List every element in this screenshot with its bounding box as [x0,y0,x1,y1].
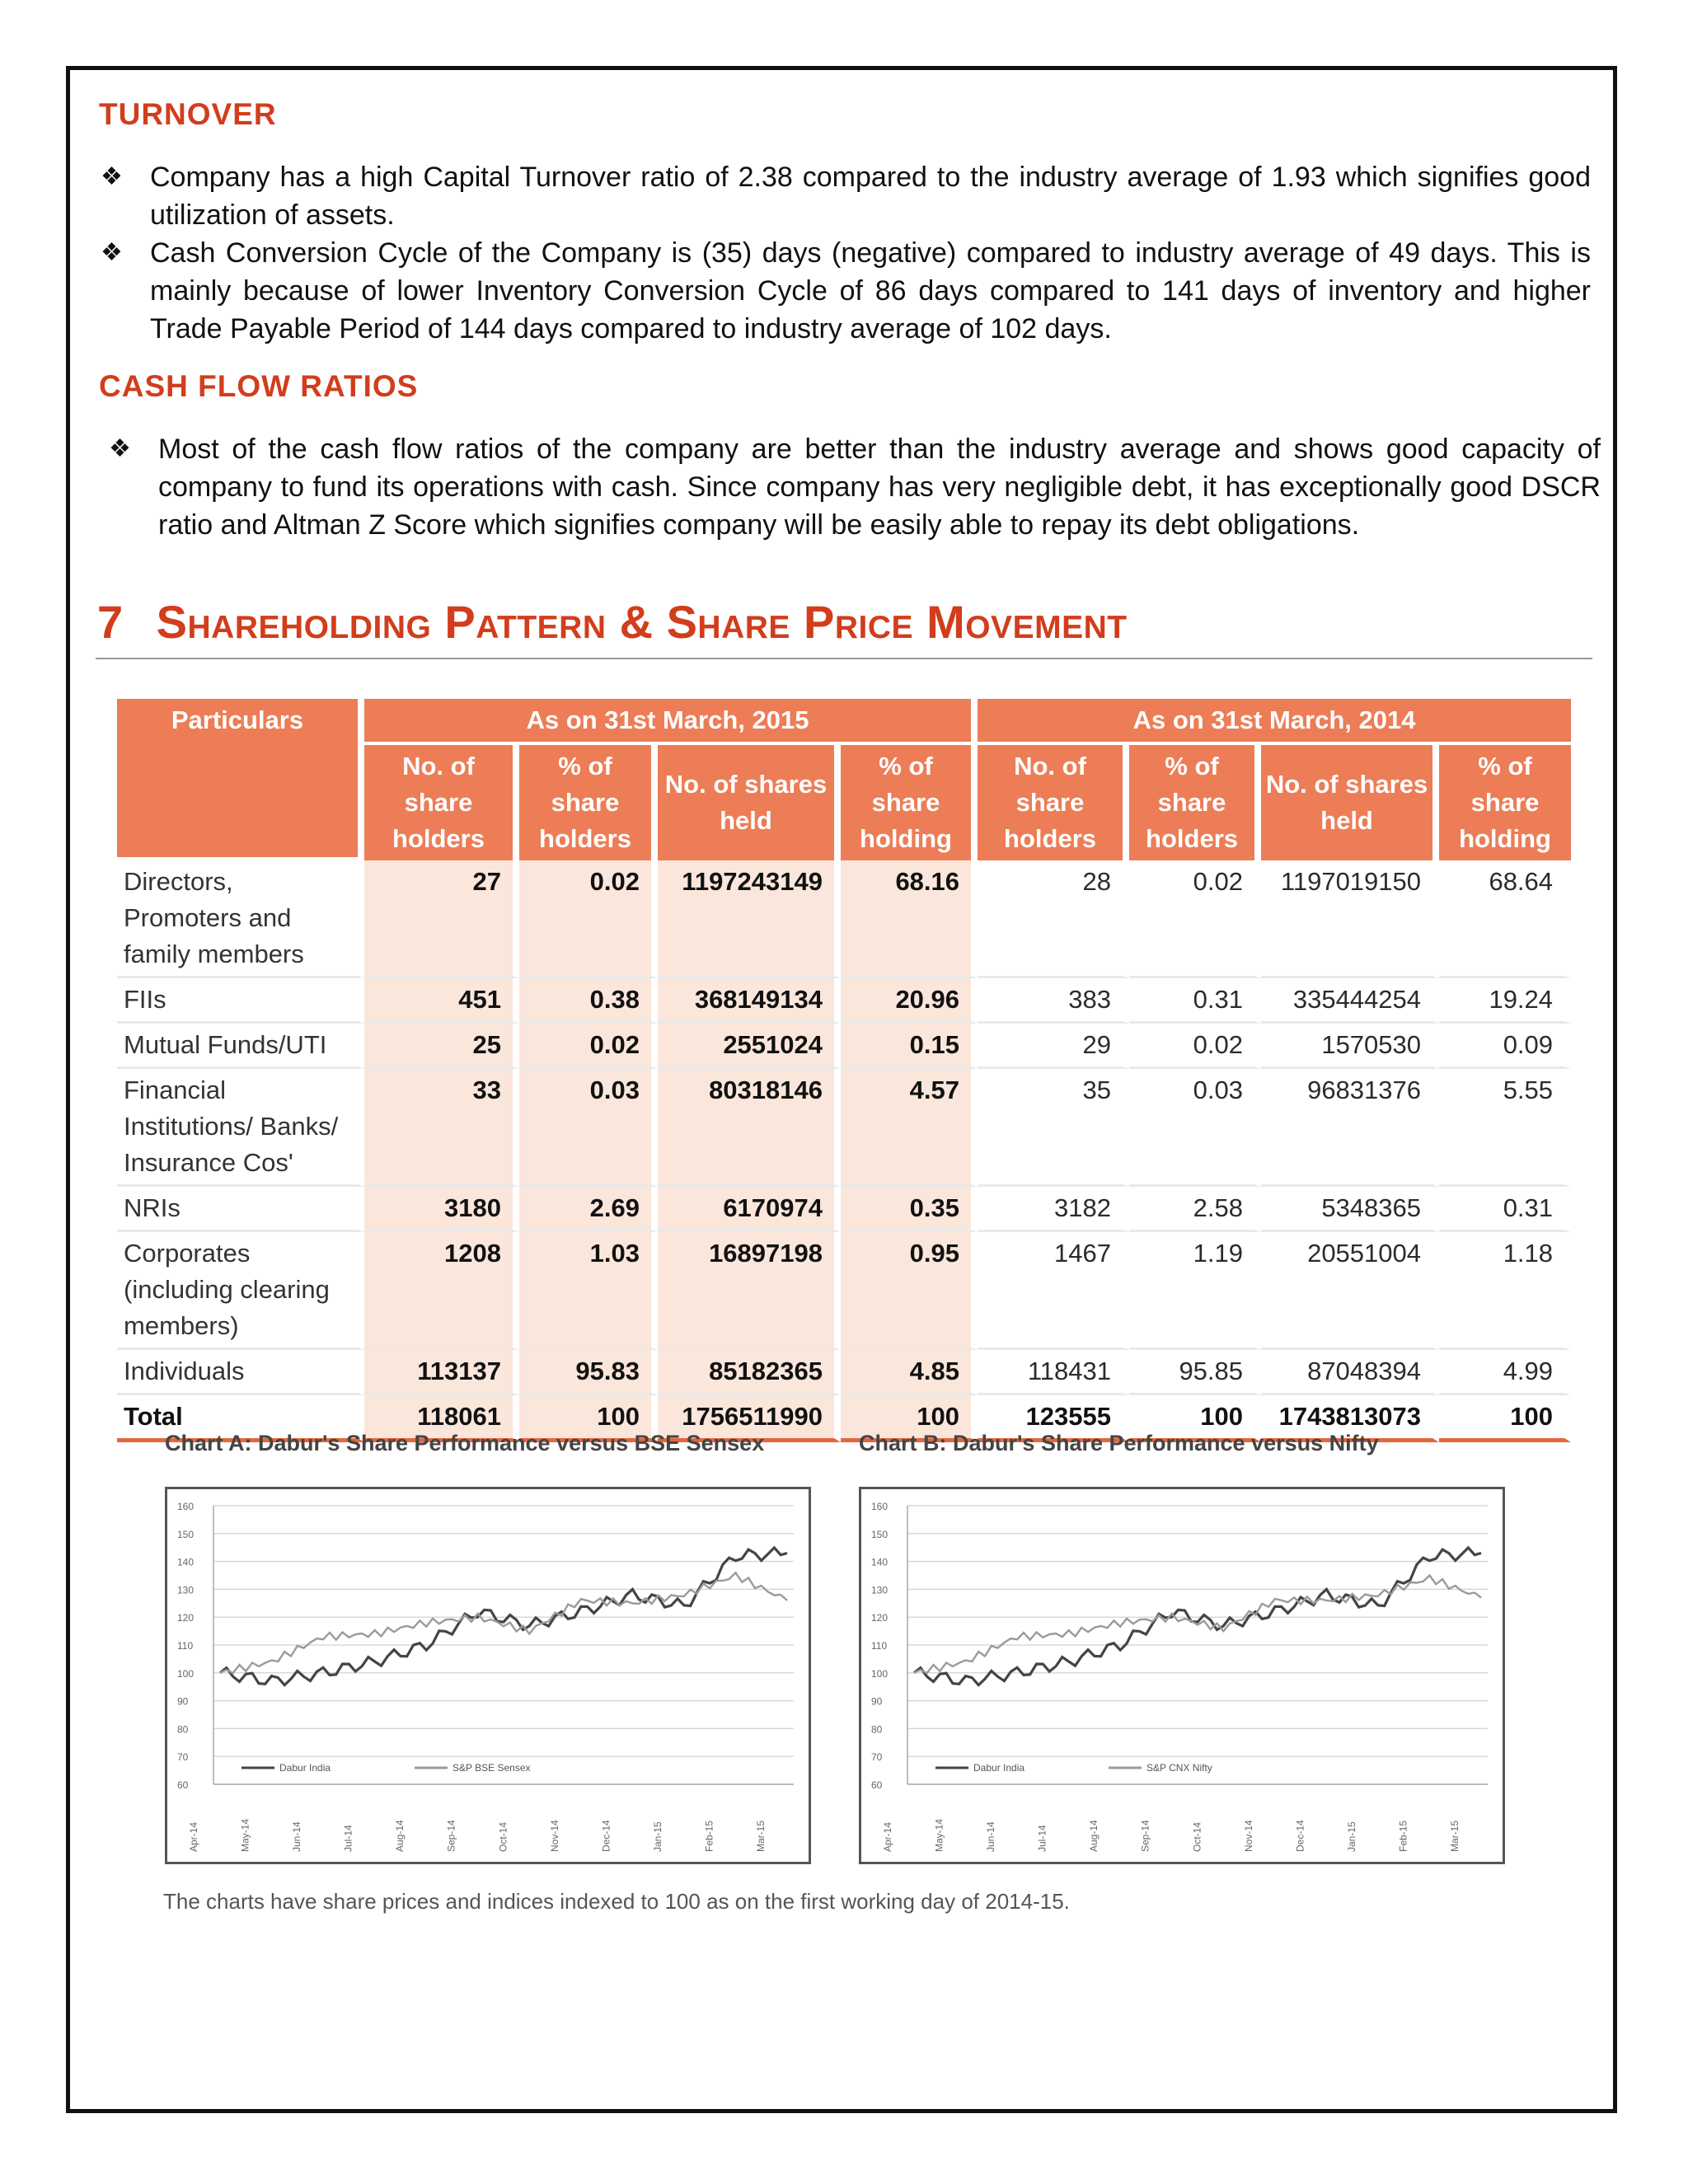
table-cell: 368149134 [658,978,841,1024]
table-cell: 451 [364,978,519,1024]
table-cell: 6170974 [658,1187,841,1232]
table-cell: 4.85 [841,1350,978,1395]
y-tick-label: 160 [871,1501,889,1512]
y-tick-label: 150 [177,1528,195,1540]
table-cell: 123555 [978,1395,1129,1442]
x-tick-label: Aug-14 [1088,1820,1100,1852]
table-cell: Individuals [117,1350,364,1395]
table-cell: 0.02 [519,1024,658,1069]
cash-flow-bullets [107,430,1601,544]
x-tick-label: Mar-15 [1449,1820,1461,1852]
table-cell: 1197019150 [1261,860,1439,978]
table-cell: 29 [978,1024,1129,1069]
table-cell: 1756511990 [658,1395,841,1442]
y-tick-label: 120 [177,1612,195,1624]
table-cell: 0.03 [1129,1069,1261,1187]
table-cell: Total [117,1395,364,1442]
table-cell: 1.18 [1439,1232,1571,1350]
table-cell: 28 [978,860,1129,978]
table-cell: 0.09 [1439,1024,1571,1069]
y-tick-label: 60 [871,1779,883,1791]
x-tick-label: Jun-14 [291,1821,303,1852]
x-tick-label: Feb-15 [703,1820,715,1852]
table-cell: 4.57 [841,1069,978,1187]
x-tick-label: Dec-14 [1294,1820,1306,1852]
diamond-bullet-icon: ❖ [109,435,131,462]
table-cell: 0.38 [519,978,658,1024]
chart-footnote: The charts have share prices and indices indexed to 100 as on the first working day of 2014-15. [163,1889,1070,1914]
turnover-bullets [99,158,1591,348]
table-cell: 68.64 [1439,860,1571,978]
y-tick-label: 130 [177,1584,195,1596]
x-tick-label: May-14 [239,1818,251,1852]
table-cell: 35 [978,1069,1129,1187]
legend-label: Dabur India [279,1762,331,1774]
table-cell: 0.15 [841,1024,978,1069]
table-cell: 80318146 [658,1069,841,1187]
chart-a-plot [167,1489,814,1867]
table-cell: 87048394 [1261,1350,1439,1395]
legend-label: Dabur India [973,1762,1025,1774]
x-tick-label: Apr-14 [188,1821,199,1852]
x-tick-label: Jul-14 [342,1825,354,1852]
list-item: ❖ Cash Conversion Cycle of the Company is (35) days (negative) compared to industry average of 49 days. This is mainly because of lower Inventory Conversion Cycle of 86 days compared to 141 days of inventory and higher Trade Payable Period of 144 days compared to industry average of 102 days. [99,234,1591,348]
x-tick-label: Nov-14 [548,1820,560,1852]
col-header: % of share holders [519,745,658,860]
table-cell: 19.24 [1439,978,1571,1024]
table-row [117,1232,1571,1350]
table-cell: 113137 [364,1350,519,1395]
col-header: No. of share holders [978,745,1129,860]
table-cell: 1.19 [1129,1232,1261,1350]
table-cell: 0.31 [1439,1187,1571,1232]
shareholding-table [117,699,1571,1442]
y-tick-label: 140 [177,1556,195,1568]
x-tick-label: Aug-14 [394,1820,406,1852]
x-tick-label: Sep-14 [445,1820,457,1852]
table-cell: 27 [364,860,519,978]
diamond-bullet-icon: ❖ [101,239,123,266]
y-tick-label: 70 [871,1751,883,1764]
cash-flow-heading: CASH FLOW RATIOS [99,369,419,403]
table-row [117,978,1571,1024]
chart-a-title: Chart A: Dabur's Share Performance versus BSE Sensex [165,1431,765,1455]
list-item: ❖ Company has a high Capital Turnover ratio of 2.38 compared to the industry average of 1.93 which signifies good utilization of assets. [99,158,1591,234]
x-tick-label: Jun-14 [985,1821,997,1852]
x-tick-label: Mar-15 [755,1820,767,1852]
table-row [117,860,1571,978]
table-cell: 100 [1129,1395,1261,1442]
x-tick-label: Oct-14 [497,1821,509,1852]
table-row [117,1069,1571,1187]
table-cell: 5.55 [1439,1069,1571,1187]
table-cell: 118431 [978,1350,1129,1395]
table-cell: 1570530 [1261,1024,1439,1069]
legend-label: S&P BSE Sensex [452,1762,531,1774]
chart-b-plot [861,1489,1507,1867]
table-cell: 1467 [978,1232,1129,1350]
table-cell: FIIs [117,978,364,1024]
table-cell: 4.99 [1439,1350,1571,1395]
table-row [117,1024,1571,1069]
chart-b [859,1487,1505,1864]
table-cell: 5348365 [1261,1187,1439,1232]
legend-label: S&P CNX Nifty [1146,1762,1212,1774]
table-cell: 0.31 [1129,978,1261,1024]
y-tick-label: 80 [177,1723,189,1736]
diamond-bullet-icon: ❖ [101,163,123,190]
table-cell: 100 [841,1395,978,1442]
table-cell: Mutual Funds/UTI [117,1024,364,1069]
y-tick-label: 140 [871,1556,889,1568]
table-cell: 96831376 [1261,1069,1439,1187]
y-tick-label: 90 [177,1695,189,1708]
y-tick-label: 100 [177,1667,195,1680]
y-tick-label: 130 [871,1584,889,1596]
table-cell: 2.69 [519,1187,658,1232]
x-tick-label: May-14 [933,1818,945,1852]
table-cell: 33 [364,1069,519,1187]
y-tick-label: 110 [177,1640,194,1652]
table-cell: 25 [364,1024,519,1069]
table-cell: 1743813073 [1261,1395,1439,1442]
group-header-2014: As on 31st March, 2014 [978,699,1571,745]
section-divider [96,658,1592,659]
table-cell: 0.95 [841,1232,978,1350]
x-tick-label: Feb-15 [1397,1820,1409,1852]
y-tick-label: 90 [871,1695,883,1708]
y-tick-label: 110 [871,1640,888,1652]
chart-a [165,1487,811,1864]
col-header: No. of shares held [658,745,841,860]
table-cell: 3182 [978,1187,1129,1232]
y-tick-label: 120 [871,1612,889,1624]
x-tick-label: Nov-14 [1242,1820,1254,1852]
table-cell: 0.02 [1129,1024,1261,1069]
table-cell: 95.85 [1129,1350,1261,1395]
table-cell: 335444254 [1261,978,1439,1024]
table-cell: 16897198 [658,1232,841,1350]
table-cell: 1208 [364,1232,519,1350]
turnover-heading: TURNOVER [99,97,277,131]
table-cell: 1.03 [519,1232,658,1350]
table-cell: 118061 [364,1395,519,1442]
col-header: No. of share holders [364,745,519,860]
table-cell: Corporates (including clearing members) [117,1232,364,1350]
table-cell: 95.83 [519,1350,658,1395]
y-tick-label: 150 [871,1528,889,1540]
y-tick-label: 70 [177,1751,189,1764]
x-tick-label: Dec-14 [600,1820,612,1852]
table-cell: 100 [1439,1395,1571,1442]
table-cell: Directors, Promoters and family members [117,860,364,978]
series-line-index [914,1576,1481,1674]
col-header: % of share holding [841,745,978,860]
x-tick-label: Oct-14 [1191,1821,1203,1852]
series-line-dabur [914,1548,1481,1685]
table-cell: 0.03 [519,1069,658,1187]
chart-b-title: Chart B: Dabur's Share Performance versus Nifty [859,1431,1379,1455]
x-tick-label: Jul-14 [1036,1825,1048,1852]
table-cell: 0.02 [519,860,658,978]
x-tick-label: Jan-15 [1345,1821,1357,1852]
list-item: ❖ Most of the cash flow ratios of the company are better than the industry average and shows good capacity of company to fund its operations with cash. Since company has very negligible debt, it has exceptionally good DSCR ratio and Altman Z Score which signifies company will be easily able to repay its debt obligations. [107,430,1601,544]
table-cell: 3180 [364,1187,519,1232]
x-tick-label: Jan-15 [651,1821,663,1852]
col-header: No. of shares held [1261,745,1439,860]
table-body [117,860,1571,1442]
table-cell: 0.35 [841,1187,978,1232]
col-particulars: Particulars [117,699,364,860]
x-tick-label: Sep-14 [1139,1820,1151,1852]
section-title: 7 Shareholding Pattern & Share Price Movement [97,596,1128,648]
table-cell: 2.58 [1129,1187,1261,1232]
col-header: % of share holders [1129,745,1261,860]
table-cell: 0.02 [1129,860,1261,978]
table-cell: 383 [978,978,1129,1024]
series-line-dabur [220,1548,787,1685]
table-row [117,1350,1571,1395]
table-cell: 100 [519,1395,658,1442]
table-cell: 2551024 [658,1024,841,1069]
table-cell: 85182365 [658,1350,841,1395]
table-cell: 20551004 [1261,1232,1439,1350]
y-tick-label: 60 [177,1779,189,1791]
y-tick-label: 100 [871,1667,889,1680]
table-cell: NRIs [117,1187,364,1232]
y-tick-label: 80 [871,1723,883,1736]
table-cell: 1197243149 [658,860,841,978]
table-cell: 20.96 [841,978,978,1024]
table-cell: 68.16 [841,860,978,978]
table-row [117,1187,1571,1232]
table-cell: Financial Institutions/ Banks/ Insurance Cos' [117,1069,364,1187]
group-header-2015: As on 31st March, 2015 [364,699,978,745]
x-tick-label: Apr-14 [882,1821,893,1852]
y-tick-label: 160 [177,1501,195,1512]
col-header: % of share holding [1439,745,1571,860]
